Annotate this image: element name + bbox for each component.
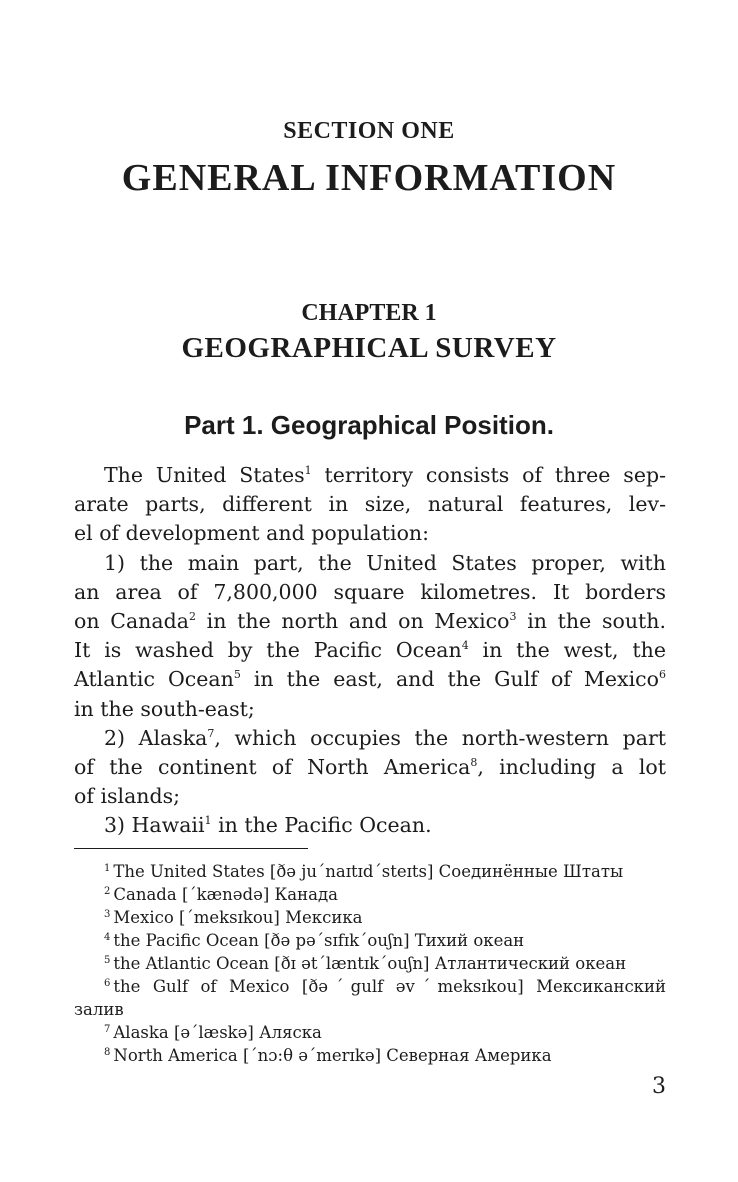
footnote-text: the Gulf of Mexico [ðəˊgulf əvˊmeksɪkou] Мексиканский: [113, 977, 666, 996]
page-number: 3: [652, 1074, 666, 1099]
footnote: [74, 860, 666, 883]
body-text-fragment: territory consists of three sep-: [311, 463, 666, 487]
footnote-ref: 1: [204, 814, 212, 828]
body-line: [74, 724, 666, 753]
footnote-ref: 1: [304, 464, 312, 477]
footnote-number: 2: [104, 886, 111, 897]
footnote-number: 4: [104, 932, 111, 943]
body-text-fragment: in the Pacific Ocean.: [211, 813, 432, 838]
body-text-fragment: in the north and on Mexico: [195, 608, 510, 633]
section-title: GENERAL INFORMATION: [121, 157, 617, 199]
body-text: [74, 461, 666, 840]
footnote-number: 1: [104, 863, 111, 874]
body-text-fragment: Atlantic Ocean: [74, 667, 234, 692]
part-title: Part 1. Geographical Position.: [184, 410, 554, 440]
footnote-number: 8: [104, 1047, 111, 1058]
footnote-ref: 5: [233, 668, 241, 682]
footnote-ref: 8: [470, 755, 478, 769]
footnote-ref: 4: [461, 639, 469, 653]
footnote: [74, 929, 666, 952]
body-text-fragment: in the south.: [516, 608, 666, 633]
footnote-text: Mexico [ˊmeksɪkou] Мексика: [113, 908, 363, 927]
footnote-text: Alaska [əˊlæskə] Аляска: [113, 1023, 322, 1042]
body-line: arate parts, different in size, natural features, lev-: [74, 492, 666, 517]
footnote-ref: 7: [207, 726, 215, 740]
footnote: [74, 952, 666, 975]
body-line: of islands;: [74, 784, 181, 809]
body-line: [74, 636, 666, 665]
footnote-ref: 3: [509, 609, 517, 623]
footnotes: [74, 860, 666, 1067]
footnote-ref: 6: [658, 668, 666, 682]
body-text-fragment: , including a lot: [477, 754, 666, 779]
body-line: [74, 811, 666, 840]
chapter-title: GEOGRAPHICAL SURVEY: [181, 332, 557, 364]
body-text-fragment: The United States: [104, 463, 305, 487]
footnote: [74, 1044, 666, 1067]
footnote-text: the Pacific Ocean [ðə pəˊsɪfɪkˊouʃn] Тихий океан: [113, 931, 525, 950]
footnote: [74, 906, 666, 929]
body-text-fragment: in the west, the: [468, 638, 666, 663]
footnote-text: The United States [ðə juˊnaɪtɪdˊsteɪts] Соединённые Штаты: [113, 862, 624, 881]
body-line: 1) the main part, the United States proper, with: [104, 550, 666, 575]
body-text-fragment: , which occupies the north-western part: [214, 725, 666, 750]
body-text-fragment: 3) Hawaii: [104, 813, 205, 838]
body-line: [74, 607, 666, 636]
body-text-fragment: of the continent of North America: [74, 754, 471, 779]
body-line: el of development and population:: [74, 521, 430, 546]
footnote: [74, 975, 666, 998]
footnote-text: Canada [ˊkænədə] Канада: [113, 885, 338, 904]
footnote-number: 3: [104, 909, 111, 920]
body-text-fragment: on Canada: [74, 608, 189, 633]
footnote-divider: [74, 848, 308, 849]
body-line: in the south-east;: [74, 696, 255, 721]
footnote-number: 6: [104, 978, 111, 989]
footnote-text: the Atlantic Ocean [ðɪ ətˊlæntɪkˊouʃn] Атлантический океан: [113, 954, 627, 973]
footnote: [74, 883, 666, 906]
body-line: an area of 7,800,000 square kilometres. It borders: [74, 579, 666, 604]
footnote: [74, 1021, 666, 1044]
chapter-label: CHAPTER 1: [301, 300, 437, 326]
footnote-continuation: залив: [74, 1000, 124, 1019]
section-label: SECTION ONE: [283, 118, 455, 144]
footnote-number: 5: [104, 955, 111, 966]
body-line: [74, 665, 666, 694]
body-line: [74, 753, 666, 782]
footnote-text: North America [ˊnɔ:θ əˊmerɪkə] Северная Америка: [113, 1046, 552, 1065]
body-text-fragment: It is washed by the Pacific Ocean: [74, 638, 462, 663]
footnote-number: 7: [104, 1024, 111, 1035]
footnote-ref: 2: [188, 609, 196, 623]
body-text-fragment: in the east, and the Gulf of Mexico: [240, 667, 659, 692]
body-text-fragment: 2) Alaska: [104, 725, 208, 750]
body-line: [74, 461, 666, 490]
